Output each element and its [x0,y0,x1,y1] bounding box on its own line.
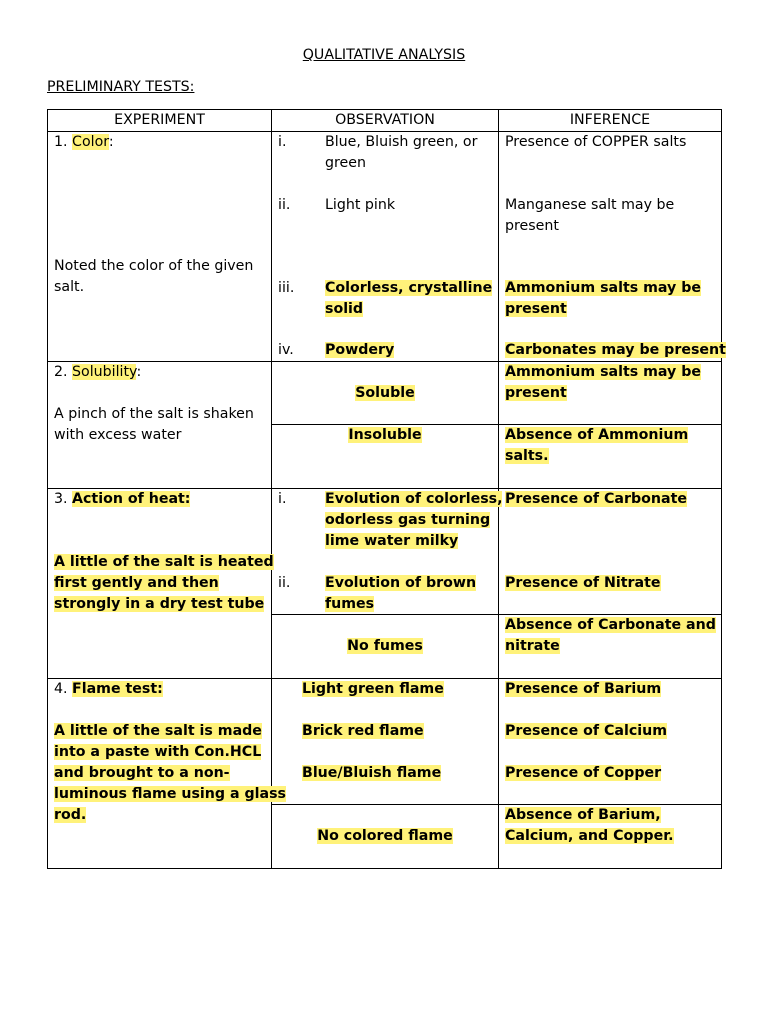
list-number: iii. [278,280,295,296]
inference-text: Calcium, and Copper. [505,828,674,844]
inference-text: Presence of COPPER salts [505,134,687,150]
inference-text: Presence of Copper [505,765,662,781]
inference-text: Presence of Calcium [505,723,668,739]
experiment-title: 3. Action of heat: [54,491,191,507]
table-row-solubility [48,362,722,425]
experiment-desc: strongly in a dry test tube [54,596,265,612]
list-number: ii. [278,575,291,591]
experiment-desc: rod. [54,807,87,823]
observation-text: fumes [325,596,375,612]
experiment-title: 2. Solubility: [54,364,142,380]
observation-text: Colorless, crystalline [325,280,493,296]
header-inference: INFERENCE [499,110,722,132]
table-row-color [48,132,722,362]
observation-text: Insoluble [348,427,422,443]
inference-text: present [505,301,567,317]
experiment-title: 1. Color: [54,134,114,150]
experiment-desc: A little of the salt is made [54,723,262,739]
list-number: iv. [278,342,294,358]
inference-text: Manganese salt may be [505,197,675,213]
observation-text: lime water milky [325,533,459,549]
inference-text: Presence of Carbonate [505,491,687,507]
observation-text: Blue, Bluish green, or [325,134,478,150]
inference-text: present [505,218,559,234]
experiment-desc: luminous flame using a glass [54,786,286,802]
inference-text: Absence of Barium, [505,807,661,823]
inference-text: Presence of Barium [505,681,662,697]
inference-text: Ammonium salts may be [505,280,702,296]
header-observation: OBSERVATION [272,110,499,132]
observation-text: Soluble [355,385,415,401]
observation-text: Evolution of brown [325,575,477,591]
inference-text: Absence of Ammonium [505,427,689,443]
observation-text: green [325,155,366,171]
observation-text: Powdery [325,342,395,358]
list-number: i. [278,491,287,507]
list-number: i. [278,134,287,150]
analysis-table [47,109,726,869]
experiment-desc: salt. [54,279,85,295]
inference-text: Absence of Carbonate and [505,617,716,633]
experiment-desc: A little of the salt is heated [54,554,274,570]
experiment-desc: Noted the color of the given [54,258,254,274]
list-number: ii. [278,197,291,213]
observation-text: odorless gas turning [325,512,491,528]
observation-text: Brick red flame [302,723,424,739]
table-row-flame [48,679,722,805]
inference-text: Carbonates may be present [505,342,726,358]
observation-text: solid [325,301,364,317]
header-row [48,110,722,132]
inference-text: salts. [505,448,549,464]
page-title: QUALITATIVE ANALYSIS [302,47,466,63]
experiment-desc: and brought to a non- [54,765,230,781]
observation-text: No colored flame [317,828,453,844]
inference-text: Ammonium salts may be [505,364,702,380]
experiment-desc: A pinch of the salt is shaken [54,406,254,422]
observation-text: Blue/Bluish flame [302,765,442,781]
inference-text: nitrate [505,638,560,654]
experiment-desc: first gently and then [54,575,219,591]
observation-text: Light green flame [302,681,444,697]
observation-text: Evolution of colorless, [325,491,503,507]
header-experiment: EXPERIMENT [48,110,272,132]
observation-text: No fumes [347,638,423,654]
experiment-desc: into a paste with Con.HCL [54,744,262,760]
observation-text: Light pink [325,197,396,213]
table-row-heat [48,489,722,615]
inference-text: present [505,385,567,401]
experiment-desc: with excess water [54,427,182,443]
experiment-title: 4. Flame test: [54,681,163,697]
section-heading: PRELIMINARY TESTS: [47,79,195,95]
inference-text: Presence of Nitrate [505,575,661,591]
